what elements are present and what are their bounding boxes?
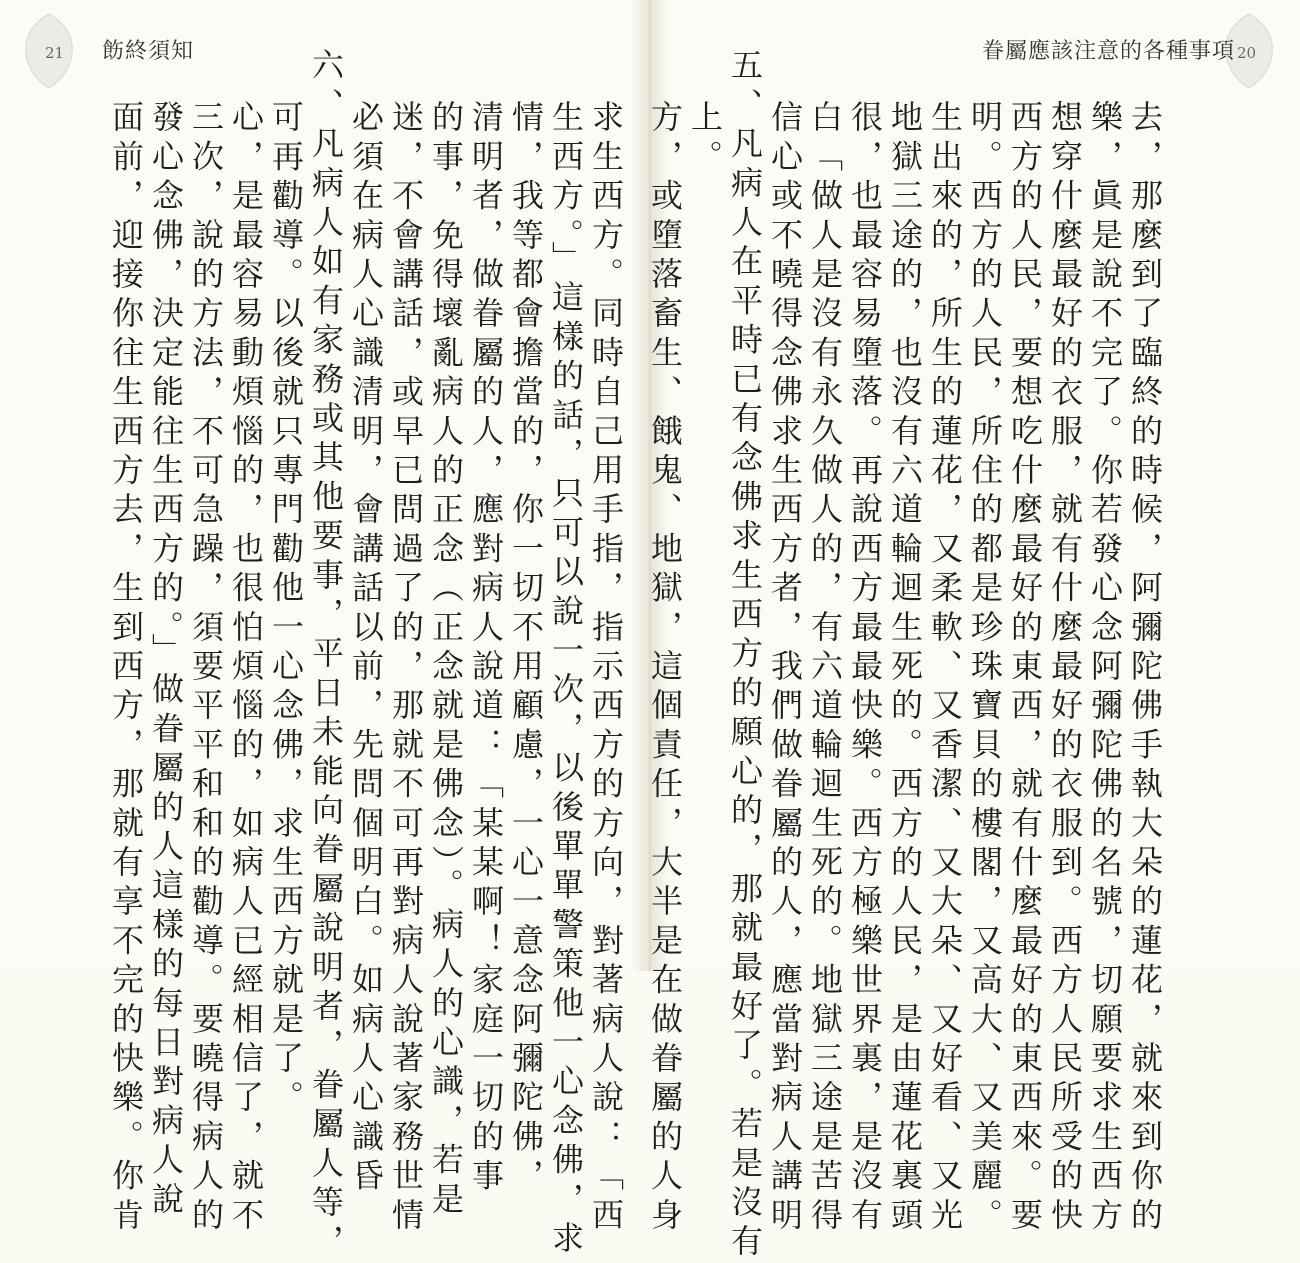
page-number: 21 (45, 44, 65, 62)
running-head: 眷屬應該注意的各種事項 (982, 39, 1236, 64)
text-column: 生西方。」這樣的話，只可以說一次，以後單單警策他一心念佛，求 (547, 100, 585, 1260)
text-column: 明。西方的人民，所住的都是珍珠寶貝的樓閣，又高大、又美麗。 (966, 100, 1004, 1237)
text-column: 信心或不曉得念佛求生西方者，我們做眷屬的人，應當對病人講明 (766, 100, 804, 1237)
text-column: 發心念佛，決定能往生西方的。」做眷屬的人這樣的每日對病人說 (147, 100, 185, 1221)
text-column: 求生西方。同時自己用手指，指示西方的方向，對著病人說：「西 (587, 100, 625, 1237)
text-column: 想穿什麼最好的衣服，就有什麼最好的衣服到。西方人民所受的快 (1046, 100, 1084, 1237)
text-column: 清明者，做眷屬的人，應對病人說道：「某某啊！家庭一切的事 (467, 100, 505, 1198)
text-column: 去，那麼到了臨終的時候，阿彌陀佛手執大朵的蓮花，就來到你的 (1126, 100, 1164, 1237)
text-column: 面前，迎接你往生西方去，生到西方，那就有享不完的快樂。你肯 (107, 100, 145, 1237)
running-head: 飭終須知 (102, 39, 195, 64)
text-column: 地獄三途的，也沒有六道輪迴生死的。西方的人民，是由蓮花裏頭 (886, 100, 924, 1237)
body-text-right (646, 48, 1165, 1263)
page-number: 20 (1237, 44, 1257, 62)
text-column: 白「做人是沒有永久做人的，有六道輪迴生死的。地獄三途是苦得 (806, 100, 844, 1237)
text-column: 很，也最容易墮落。再說西方最最快樂。西方極樂世界裏，是沒有 (846, 100, 884, 1237)
text-column: 西方的人民，要想吃什麼最好的東西，就有什麼最好的東西來。要 (1006, 100, 1044, 1237)
text-column: 情，我等都會擔當的，你一切不用顧慮，一心一意念阿彌陀佛， (507, 100, 545, 1198)
text-column: 的事，免得壞亂病人的正念（正念就是佛念）。病人的心識，若是 (427, 100, 465, 1221)
text-column: 方，或墮落畜生、餓鬼、地獄，這個責任，大半是在做眷屬的人身 (646, 100, 684, 1237)
item-heading-column: 六、凡病人如有家務或其他要事，平日未能向眷屬說明者，眷屬人等， (307, 48, 345, 1263)
text-column: 三次，說的方法，不可急躁，須要平平和和的勸導。要曉得病人的 (187, 100, 225, 1237)
text-column: 迷，不會講話，或早已問過了的，那就不可再對病人說著家務世情 (387, 100, 425, 1237)
text-column: 生出來的，所生的蓮花，又柔軟、又香潔、又大朵、又好看、又光 (926, 100, 964, 1237)
text-column: 樂，眞是說不完了。你若發心念阿彌陀佛的名號，切願要求生西方 (1086, 100, 1124, 1237)
text-column: 心，是最容易動煩惱的，也很怕煩惱的，如病人已經相信了，就不 (227, 100, 265, 1237)
text-column: 上。 (686, 100, 724, 179)
text-column: 必須在病人心識清明，會講話以前，先問個明白。如病人心識昏 (347, 100, 385, 1198)
item-heading-column: 五、凡病人在平時已有念佛求生西方的願心的，那就最好了。若是沒有 (726, 48, 764, 1263)
text-column: 可再勸導。以後就只專門勸他一心念佛，求生西方就是了。 (267, 100, 305, 1120)
